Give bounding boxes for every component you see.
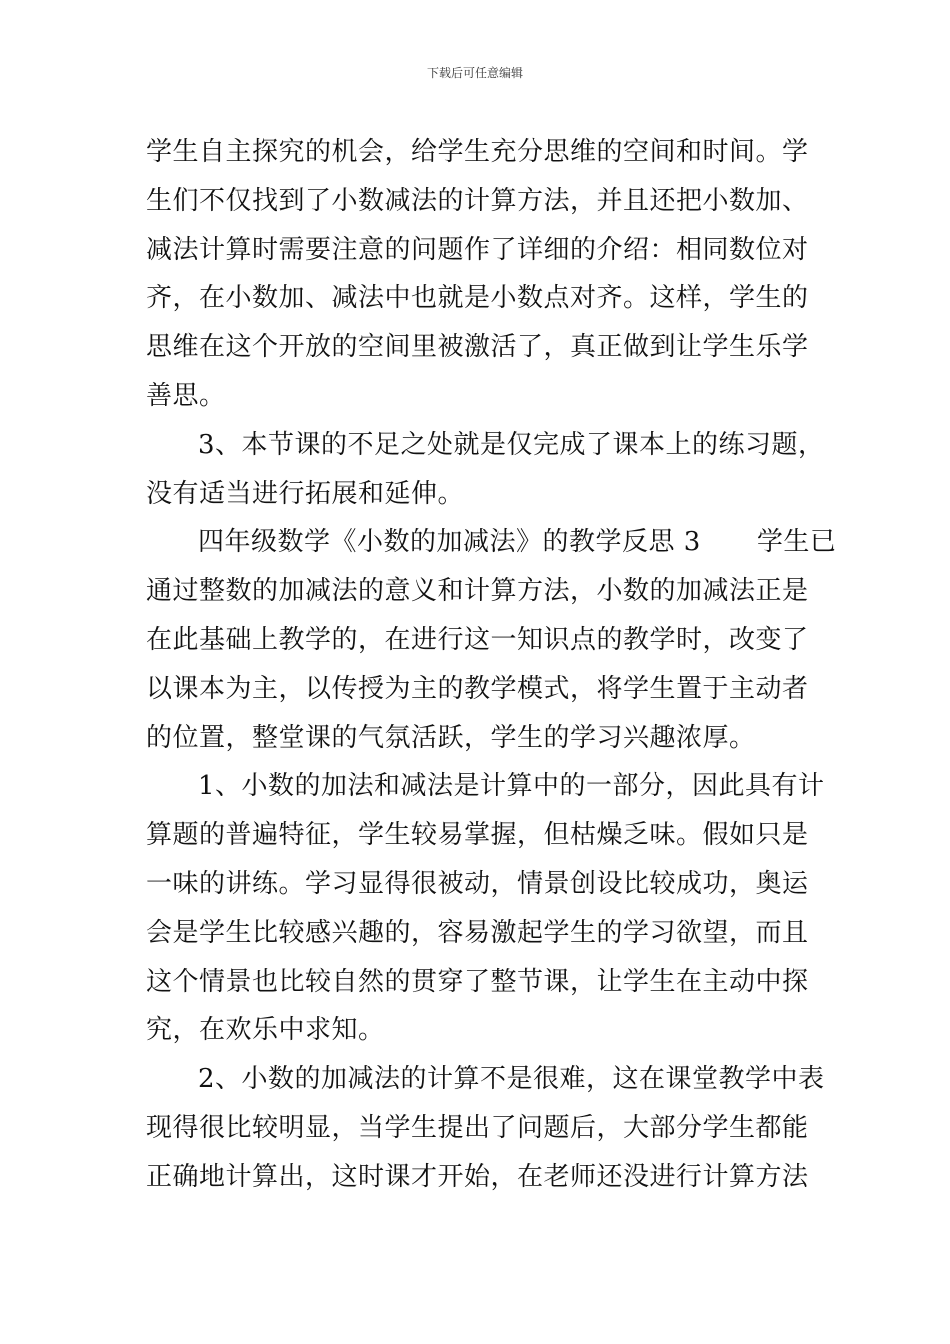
section-title-line bbox=[146, 518, 837, 567]
paragraph-line: 究，在欢乐中求知。 bbox=[146, 1015, 385, 1046]
section-title: 四年级数学《小数的加减法》的教学反思 3 bbox=[198, 527, 701, 558]
paragraph-line: 的位置，整堂课的气氛活跃，学生的学习兴趣浓厚。 bbox=[146, 722, 756, 753]
paragraph-line: 3、本节课的不足之处就是仅完成了课本上的练习题， bbox=[198, 429, 825, 460]
paragraph-line: 在此基础上教学的，在进行这一知识点的教学时，改变了 bbox=[146, 624, 809, 655]
paragraph-line: 这个情景也比较自然的贯穿了整节课，让学生在主动中探 bbox=[146, 966, 809, 997]
paragraph-line: 生们不仅找到了小数减法的计算方法，并且还把小数加、 bbox=[146, 185, 809, 216]
paragraph-line: 善思。 bbox=[146, 380, 226, 411]
paragraph-line: 正确地计算出，这时课才开始，在老师还没进行计算方法 bbox=[146, 1161, 809, 1192]
paragraph-line: 1、小数的加法和减法是计算中的一部分，因此具有计 bbox=[198, 771, 825, 802]
paragraph-line: 思维在这个开放的空间里被激活了，真正做到让学生乐学 bbox=[146, 332, 809, 363]
paragraph-line: 一味的讲练。学习显得很被动，情景创设比较成功，奥运 bbox=[146, 868, 809, 899]
paragraph-line: 通过整数的加减法的意义和计算方法，小数的加减法正是 bbox=[146, 576, 809, 607]
paragraph-line: 以课本为主，以传授为主的教学模式，将学生置于主动者 bbox=[146, 673, 809, 704]
paragraph-line: 算题的普遍特征，学生较易掌握，但枯燥乏味。假如只是 bbox=[146, 820, 809, 851]
paragraph-line: 减法计算时需要注意的问题作了详细的介绍：相同数位对 bbox=[146, 234, 809, 265]
paragraph-line: 会是学生比较感兴趣的，容易激起学生的学习欲望，而且 bbox=[146, 917, 809, 948]
section-title-tail: 学生已 bbox=[756, 527, 837, 558]
paragraph-line: 齐，在小数加、减法中也就是小数点对齐。这样，学生的 bbox=[146, 283, 809, 314]
paragraph-line: 现得很比较明显，当学生提出了问题后，大部分学生都能 bbox=[146, 1112, 809, 1143]
document-body bbox=[146, 128, 837, 1202]
paragraph-line: 学生自主探究的机会，给学生充分思维的空间和时间。学 bbox=[146, 137, 809, 167]
page-header: 下载后可任意编辑 bbox=[426, 66, 523, 80]
paragraph-line: 没有适当进行拓展和延伸。 bbox=[146, 478, 465, 509]
paragraph-line: 2、小数的加减法的计算不是很难，这在课堂教学中表 bbox=[198, 1064, 825, 1095]
